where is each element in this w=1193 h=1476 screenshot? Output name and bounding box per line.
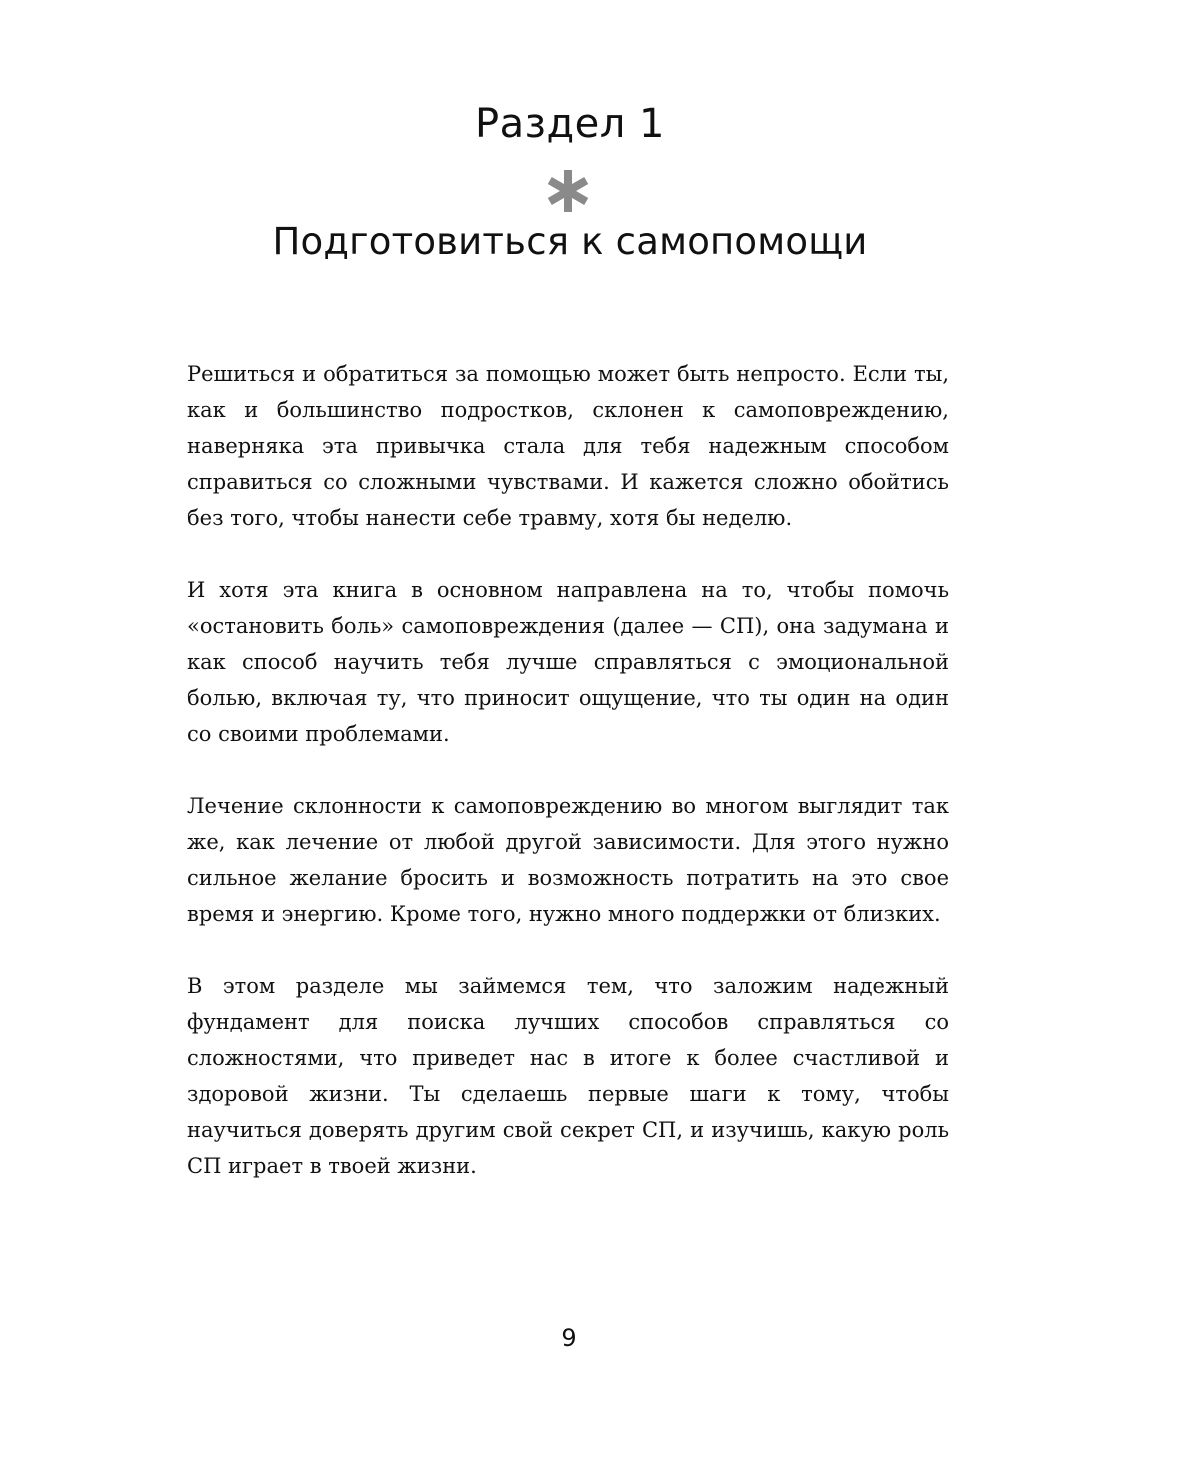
paragraph: Решиться и обратиться за помощью может быть непросто. Если ты, как и большинство подростков, склонен к самоповреждению, наверняка эта привычка стала для тебя надежным способом справиться со сложными чувствами. И кажется сложно обойтись без того, чтобы нанести себе травму, хотя бы неделю.: [187, 362, 949, 530]
body-text: [187, 356, 949, 1220]
asterisk-icon: [545, 168, 591, 214]
section-title: Подготовиться к самопомощи: [272, 220, 868, 263]
paragraph: Лечение склонности к самоповреждению во многом выглядит так же, как лечение от любой другой зависимости. Для этого нужно сильное желание бросить и возможность потратить на это свое время и энергию. Кроме того, нужно много поддержки от близких.: [187, 794, 949, 926]
paragraph: И хотя эта книга в основном направлена на то, чтобы помочь «остановить боль» самоповреждения (далее — СП), она задумана и как способ научить тебя лучше справляться с эмоциональной болью, включая ту, что приносит ощущение, что ты один на один со своими проблемами.: [187, 578, 949, 746]
paragraph: В этом разделе мы займемся тем, что заложим надежный фундамент для поиска лучших способов справляться со сложностями, что приведет нас в итоге к более счастливой и здоровой жизни. Ты сделаешь первые шаги к тому, чтобы научиться доверять другим свой секрет СП, и изучишь, какую роль СП играет в твоей жизни.: [187, 974, 949, 1178]
page-number: 9: [561, 1324, 577, 1352]
section-label: Раздел 1: [475, 101, 665, 147]
